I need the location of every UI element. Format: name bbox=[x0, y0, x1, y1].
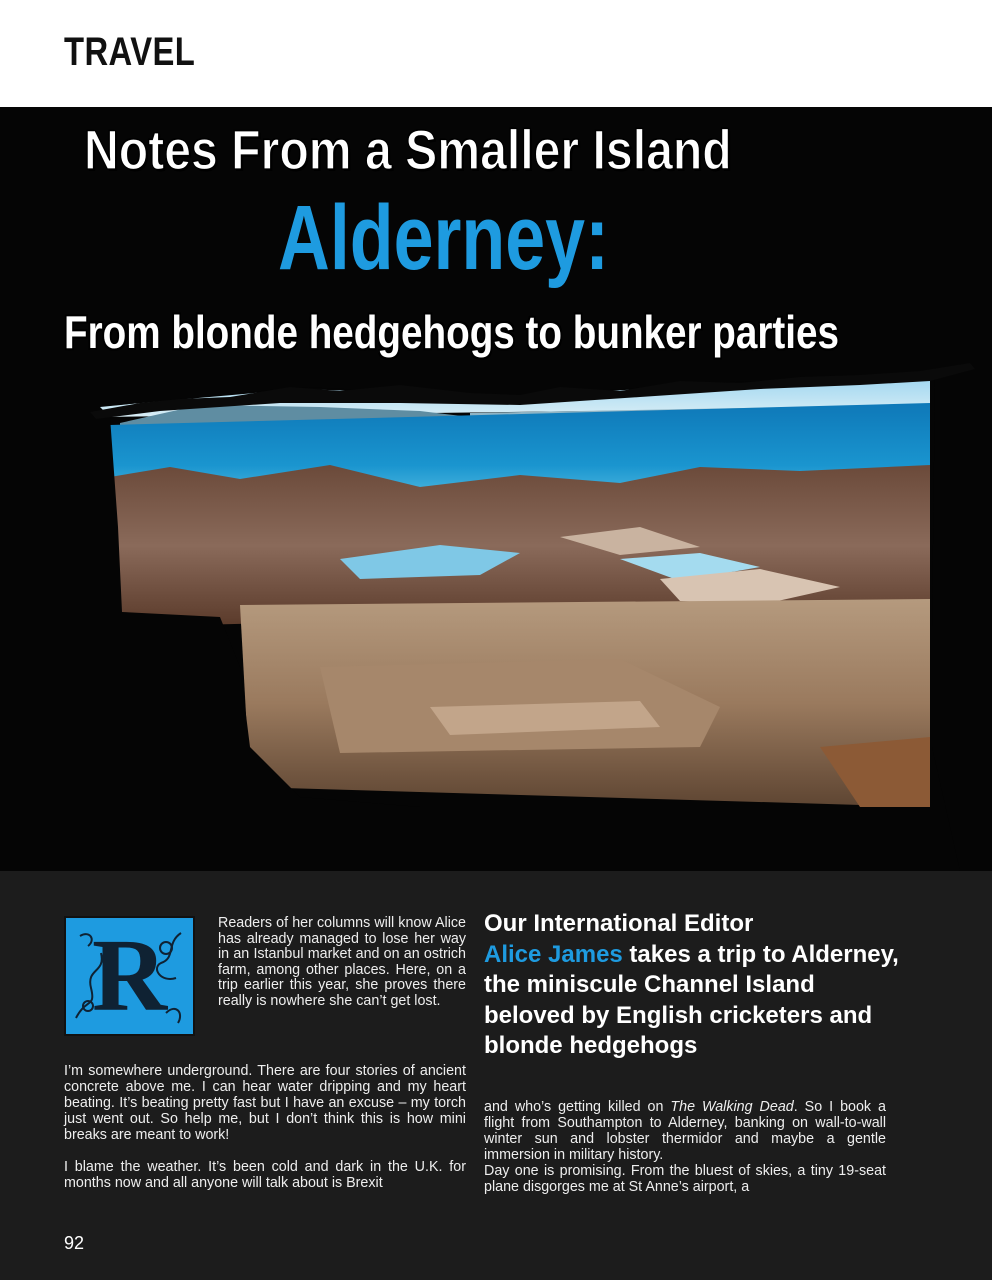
show-title: The Walking Dead bbox=[670, 1099, 794, 1115]
standfirst-line1: Our International Editor bbox=[484, 910, 754, 937]
headline-main: Alderney: bbox=[278, 187, 609, 289]
dropcap-illustration bbox=[64, 916, 195, 1036]
headline-kicker: Notes From a Smaller Island bbox=[84, 118, 732, 181]
body-paragraph: Day one is promising. From the bluest of skies, a tiny 19-seat plane disgorges me at St Anne’s airport, a bbox=[484, 1163, 886, 1195]
body-text: . So I book a flight from Southampton to Alderney, banking on wall-to-wall winter sun and lobster thermidor and maybe a gentle immersion in military history. bbox=[484, 1099, 886, 1163]
page-number: 92 bbox=[64, 1233, 85, 1253]
body-paragraph: I’m somewhere underground. There are four stories of ancient concrete above me. I can hear water dripping and my heart beating. It’s beating pretty fast but I have an excuse – my torch just went out. So help me, but I don’t think this is how mini breaks are meant to work! bbox=[64, 1063, 466, 1143]
author-name: Alice James bbox=[484, 940, 623, 968]
body-column-left bbox=[64, 1063, 466, 1191]
section-label: TRAVEL bbox=[64, 30, 196, 74]
body-paragraph: I blame the weather. It’s been cold and dark in the U.K. for months now and all anyone will talk about is Brexit bbox=[64, 1159, 466, 1191]
headline-subtitle: From blonde hedgehogs to bunker parties bbox=[64, 306, 840, 358]
body-text: and who’s getting killed on bbox=[484, 1099, 671, 1115]
dropcap-letter: R bbox=[91, 918, 168, 1033]
intro-text: Readers of her columns will know Alice has already managed to lose her way in an Istanbul market and on an ostrich farm, among other places. Here, on a trip earlier this year, she proves there really is nowhere she can’t get lost. bbox=[218, 915, 466, 1009]
body-column-right bbox=[484, 1099, 886, 1195]
body-paragraph bbox=[484, 1099, 886, 1163]
header-band bbox=[0, 0, 992, 107]
standfirst-rest: takes a trip to Alderney, the miniscule Channel Island beloved by English cricketers and blonde hedgehogs bbox=[484, 940, 899, 1059]
standfirst bbox=[484, 909, 904, 1062]
